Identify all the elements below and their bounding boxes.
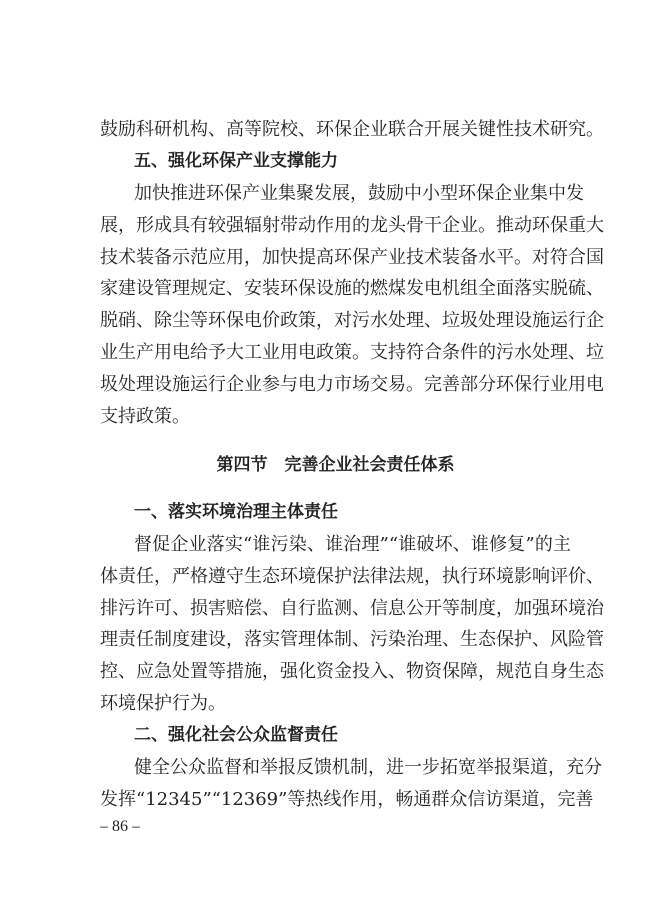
text-line: 家建设管理规定、安装环保设施的燃煤发电机组全面落实脱硫、 (100, 278, 604, 300)
subheading-5: 五、强化环保产业支撑能力 (134, 150, 338, 171)
text-line: 鼓励科研机构、高等院校、环保企业联合开展关键性技术研究。 (100, 119, 604, 140)
text-line: 环境保护行为。 (100, 693, 226, 715)
text-line: 圾处理设施运行企业参与电力市场交易。完善部分环保行业用电 (100, 374, 604, 396)
text-line: 展，形成具有较强辐射带动作用的龙头骨干企业。推动环保重大 (100, 214, 604, 236)
subheading-2: 二、强化社会公众监督责任 (134, 725, 338, 746)
text-line: 技术装备示范应用，加快提高环保产业技术装备水平。对符合国 (100, 246, 604, 268)
text-line: 支持政策。 (100, 406, 190, 428)
paragraph-5 (100, 178, 604, 433)
paragraph-2 (100, 752, 602, 816)
text-line: 脱硝、除尘等环保电价政策，对污水处理、垃圾处理设施运行企 (100, 310, 604, 332)
text-line: 加快推进环保产业集聚发展，鼓励中小型环保企业集中发 (134, 182, 584, 204)
text-line: 理责任制度建设，落实管理体制、污染治理、生态保护、风险管 (100, 629, 604, 651)
page-number: – 86 – (100, 818, 140, 835)
subheading-1: 一、落实环境治理主体责任 (134, 501, 338, 522)
section-title: 第四节 完善企业社会责任体系 (216, 454, 455, 475)
paragraph-1 (100, 529, 604, 720)
text-line: 督促企业落实“谁污染、谁治理”“谁破坏、谁修复”的主 (134, 533, 571, 555)
text-line: 健全公众监督和举报反馈机制，进一步拓宽举报渠道，充分 (134, 757, 602, 779)
text-line: 体责任，严格遵守生态环境保护法律法规，执行环境影响评价、 (100, 565, 604, 587)
document-page (100, 114, 604, 816)
text-line: 排污许可、损害赔偿、自行监测、信息公开等制度，加强环境治 (100, 597, 604, 619)
text-line: 控、应急处置等措施，强化资金投入、物资保障，规范自身生态 (100, 661, 604, 683)
text-line: 发挥“12345”“12369”等热线作用，畅通群众信访渠道，完善 (100, 788, 594, 810)
text-line: 业生产用电给予大工业用电政策。支持符合条件的污水处理、垃 (100, 342, 604, 364)
